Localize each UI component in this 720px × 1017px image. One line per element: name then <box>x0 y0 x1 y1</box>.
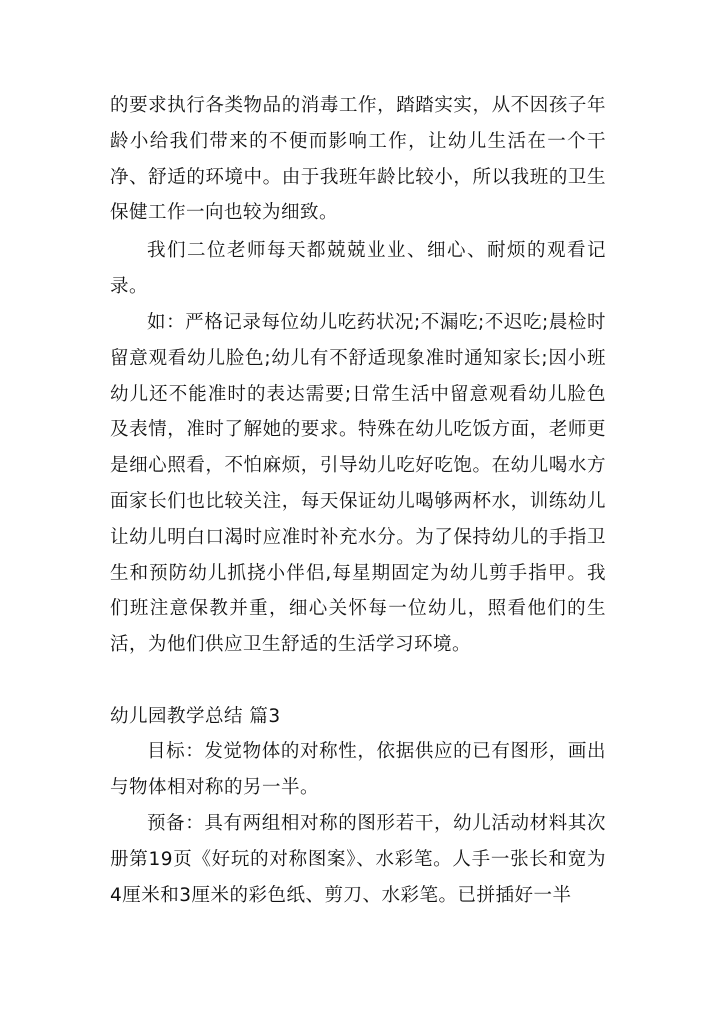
section-heading: 幼儿园教学总结 篇3 <box>110 706 281 727</box>
paragraph-teacher-observation: 我们二位老师每天都兢兢业业、细心、耐烦的观看记录。 <box>110 240 606 297</box>
paragraph-hygiene-work: 的要求执行各类物品的消毒工作，踏踏实实，从不因孩子年龄小给我们带来的不便而影响工作，让幼儿生活在一个干净、舒适的环境中。由于我班年龄比较小，所以我班的卫生保健工作一向也较为细致。 <box>110 95 606 224</box>
paragraph-daily-care-examples: 如：严格记录每位幼儿吃药状况;不漏吃;不迟吃;晨检时留意观看幼儿脸色;幼儿有不舒适现象准时通知家长;因小班幼儿还不能准时的表达需要;日常生活中留意观看幼儿脸色及表情，准时了解她的要求。特殊在幼儿吃饭方面，老师更是细心照看，不怕麻烦，引导幼儿吃好吃饱。在幼儿喝水方面家长们也比较关注，每天保证幼儿喝够两杯水，训练幼儿让幼儿明白口渴时应准时补充水分。为了保持幼儿的手指卫生和预防幼儿抓挠小伴侣,每星期固定为幼儿剪手指甲。我们班注意保教并重，细心关怀每一位幼儿，照看他们的生活，为他们供应卫生舒适的生活学习环境。 <box>110 312 606 656</box>
paragraph-preparation: 预备：具有两组相对称的图形若干，幼儿活动材料其次册第19页《好玩的对称图案》、水彩笔。人手一张长和宽为4厘米和3厘米的彩色纸、剪刀、水彩笔。已拼插好一半 <box>110 813 606 906</box>
paragraph-goal: 目标：发觉物体的对称性，依据供应的已有图形，画出与物体相对称的另一半。 <box>110 741 606 798</box>
